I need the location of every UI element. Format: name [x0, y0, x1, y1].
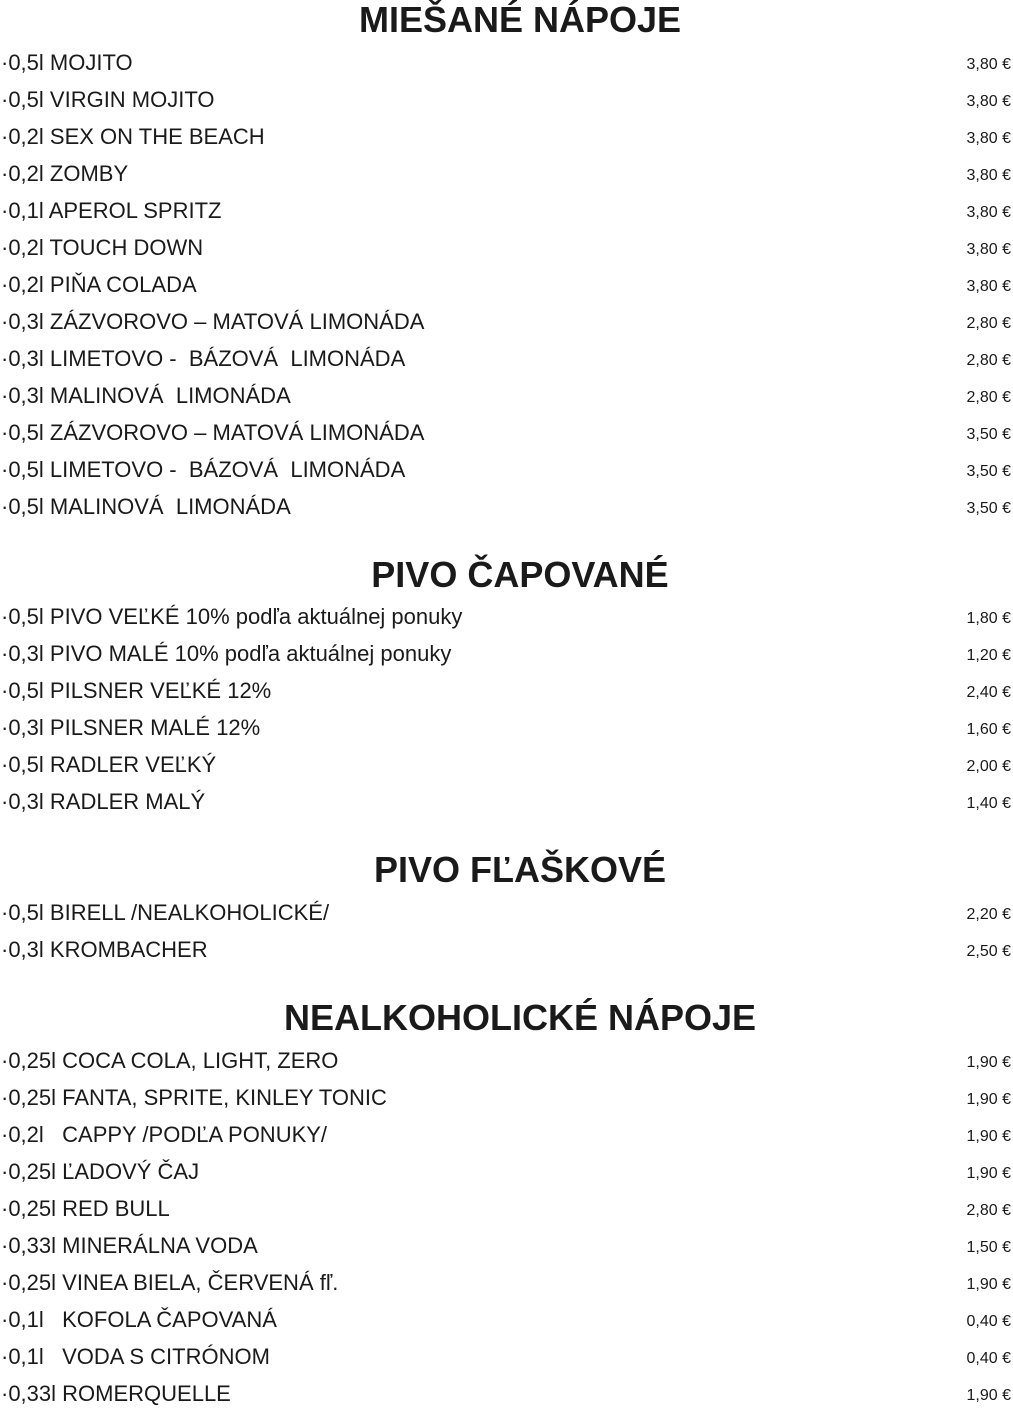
menu-item: [0, 750, 1013, 787]
menu-item-name: ·0,5l PILSNER VEĽKÉ 12%: [1, 678, 272, 703]
menu-item: [0, 602, 1013, 639]
menu-item-name: ·0,5l MALINOVÁ LIMONÁDA: [1, 494, 291, 519]
menu-item-name: ·0,2l TOUCH DOWN: [1, 235, 204, 260]
section-title: PIVO FĽAŠKOVÉ: [373, 849, 667, 890]
menu-item-price: 1,90 €: [966, 1128, 1011, 1145]
menu-item: [0, 1379, 1013, 1416]
section-title: PIVO ČAPOVANÉ: [371, 554, 669, 595]
menu-item: [0, 1342, 1013, 1379]
menu-item-name: ·0,2l SEX ON THE BEACH: [1, 124, 265, 149]
menu-item-price: 1,40 €: [966, 795, 1011, 812]
menu-item-price: 1,90 €: [966, 1091, 1011, 1108]
menu-item: [0, 898, 1013, 935]
menu-item-price: 3,50 €: [966, 426, 1011, 443]
menu-item: [0, 1120, 1013, 1157]
menu-item-name: ·0,5l VIRGIN MOJITO: [1, 87, 215, 112]
menu-item-price: 3,80 €: [966, 204, 1011, 221]
menu-item-name: ·0,3l PIVO MALÉ 10% podľa aktuálnej ponuky: [1, 641, 452, 666]
menu-item-price: 1,90 €: [966, 1165, 1011, 1182]
menu-item-name: ·0,3l LIMETOVO - BÁZOVÁ LIMONÁDA: [1, 346, 406, 371]
menu-item-price: 2,00 €: [966, 758, 1011, 775]
menu-item-name: ·0,3l PILSNER MALÉ 12%: [1, 715, 261, 740]
menu-item-name: ·0,5l BIRELL /NEALKOHOLICKÉ/: [1, 900, 330, 925]
menu-item: [0, 418, 1013, 455]
menu-item: [0, 713, 1013, 750]
menu-item-price: 2,80 €: [966, 352, 1011, 369]
menu-item-price: 1,80 €: [966, 610, 1011, 627]
menu-item: [0, 85, 1013, 122]
menu-item: [0, 676, 1013, 713]
menu-item-price: 3,80 €: [966, 130, 1011, 147]
menu-item-price: 0,40 €: [966, 1313, 1011, 1330]
menu-item: [0, 1268, 1013, 1305]
menu-item-price: 1,90 €: [966, 1276, 1011, 1293]
menu-item-name: ·0,25l RED BULL: [1, 1196, 170, 1221]
menu-item-name: ·0,5l RADLER VEĽKÝ: [1, 752, 217, 777]
menu-item: [0, 1194, 1013, 1231]
menu-item: [0, 196, 1013, 233]
menu-item-name: ·0,5l ZÁZVOROVO – MATOVÁ LIMONÁDA: [1, 420, 425, 445]
menu-item-name: ·0,2l CAPPY /PODĽA PONUKY/: [1, 1122, 328, 1147]
menu-item-name: ·0,1l VODA S CITRÓNOM: [1, 1344, 270, 1369]
menu-item-name: ·0,25l COCA COLA, LIGHT, ZERO: [1, 1048, 339, 1073]
menu-item-price: 1,60 €: [966, 721, 1011, 738]
menu-item-name: ·0,33l ROMERQUELLE: [1, 1381, 231, 1406]
menu-item-name: ·0,3l MALINOVÁ LIMONÁDA: [1, 383, 291, 408]
menu-item-name: ·0,3l ZÁZVOROVO – MATOVÁ LIMONÁDA: [1, 309, 425, 334]
menu-item-price: 3,80 €: [966, 56, 1011, 73]
menu-item: [0, 381, 1013, 418]
menu-item-name: ·0,25l VINEA BIELA, ČERVENÁ fľ.: [1, 1270, 339, 1295]
menu-item-name: ·0,5l PIVO VEĽKÉ 10% podľa aktuálnej ponuky: [1, 604, 463, 629]
menu-item: [0, 935, 1013, 972]
menu-item-name: ·0,2l ZOMBY: [1, 161, 129, 186]
menu-item-name: ·0,25l ĽADOVÝ ČAJ: [1, 1159, 200, 1184]
menu-item-price: 1,90 €: [966, 1054, 1011, 1071]
menu-item: [0, 787, 1013, 824]
menu-item-price: 2,80 €: [966, 389, 1011, 406]
menu-item: [0, 233, 1013, 270]
menu-item-price: 0,40 €: [966, 1350, 1011, 1367]
menu-item: [0, 1046, 1013, 1083]
menu-item-price: 3,80 €: [966, 241, 1011, 258]
menu-item: [0, 455, 1013, 492]
menu-item-price: 1,50 €: [966, 1239, 1011, 1256]
menu-item-price: 2,40 €: [966, 684, 1011, 701]
menu-item: [0, 122, 1013, 159]
menu-item: [0, 1305, 1013, 1342]
menu-item-price: 3,50 €: [966, 463, 1011, 480]
menu-item: [0, 48, 1013, 85]
section-title: NEALKOHOLICKÉ NÁPOJE: [283, 997, 757, 1038]
menu-item-price: 3,80 €: [966, 278, 1011, 295]
menu-item-price: 2,80 €: [966, 1202, 1011, 1219]
menu-item-price: 2,80 €: [966, 315, 1011, 332]
menu-item-name: ·0,33l MINERÁLNA VODA: [1, 1233, 258, 1258]
menu-item-name: ·0,2l PIŇA COLADA: [1, 272, 197, 297]
menu-item-price: 3,80 €: [966, 167, 1011, 184]
menu-item-name: ·0,3l RADLER MALÝ: [1, 789, 206, 814]
menu-item-price: 3,50 €: [966, 500, 1011, 517]
menu-item-price: 2,20 €: [966, 906, 1011, 923]
menu-item: [0, 344, 1013, 381]
menu-item: [0, 1083, 1013, 1120]
menu-item-price: 3,80 €: [966, 93, 1011, 110]
menu-item-name: ·0,5l MOJITO: [1, 50, 133, 75]
menu-item-price: 1,20 €: [966, 647, 1011, 664]
menu-item: [0, 159, 1013, 196]
section-title: MIEŠANÉ NÁPOJE: [358, 0, 682, 40]
menu-item-price: 1,90 €: [966, 1387, 1011, 1404]
menu-item: [0, 1157, 1013, 1194]
menu-item: [0, 1231, 1013, 1268]
menu-item-name: ·0,1l APEROL SPRITZ: [1, 198, 222, 223]
menu-item: [0, 492, 1013, 529]
menu-item-name: ·0,3l KROMBACHER: [1, 937, 208, 962]
menu-item-name: ·0,5l LIMETOVO - BÁZOVÁ LIMONÁDA: [1, 457, 406, 482]
menu-item-name: ·0,25l FANTA, SPRITE, KINLEY TONIC: [1, 1085, 387, 1110]
menu-item: [0, 270, 1013, 307]
menu-item: [0, 307, 1013, 344]
menu-item: [0, 639, 1013, 676]
menu-item-name: ·0,1l KOFOLA ČAPOVANÁ: [1, 1307, 277, 1332]
menu-item-price: 2,50 €: [966, 943, 1011, 960]
